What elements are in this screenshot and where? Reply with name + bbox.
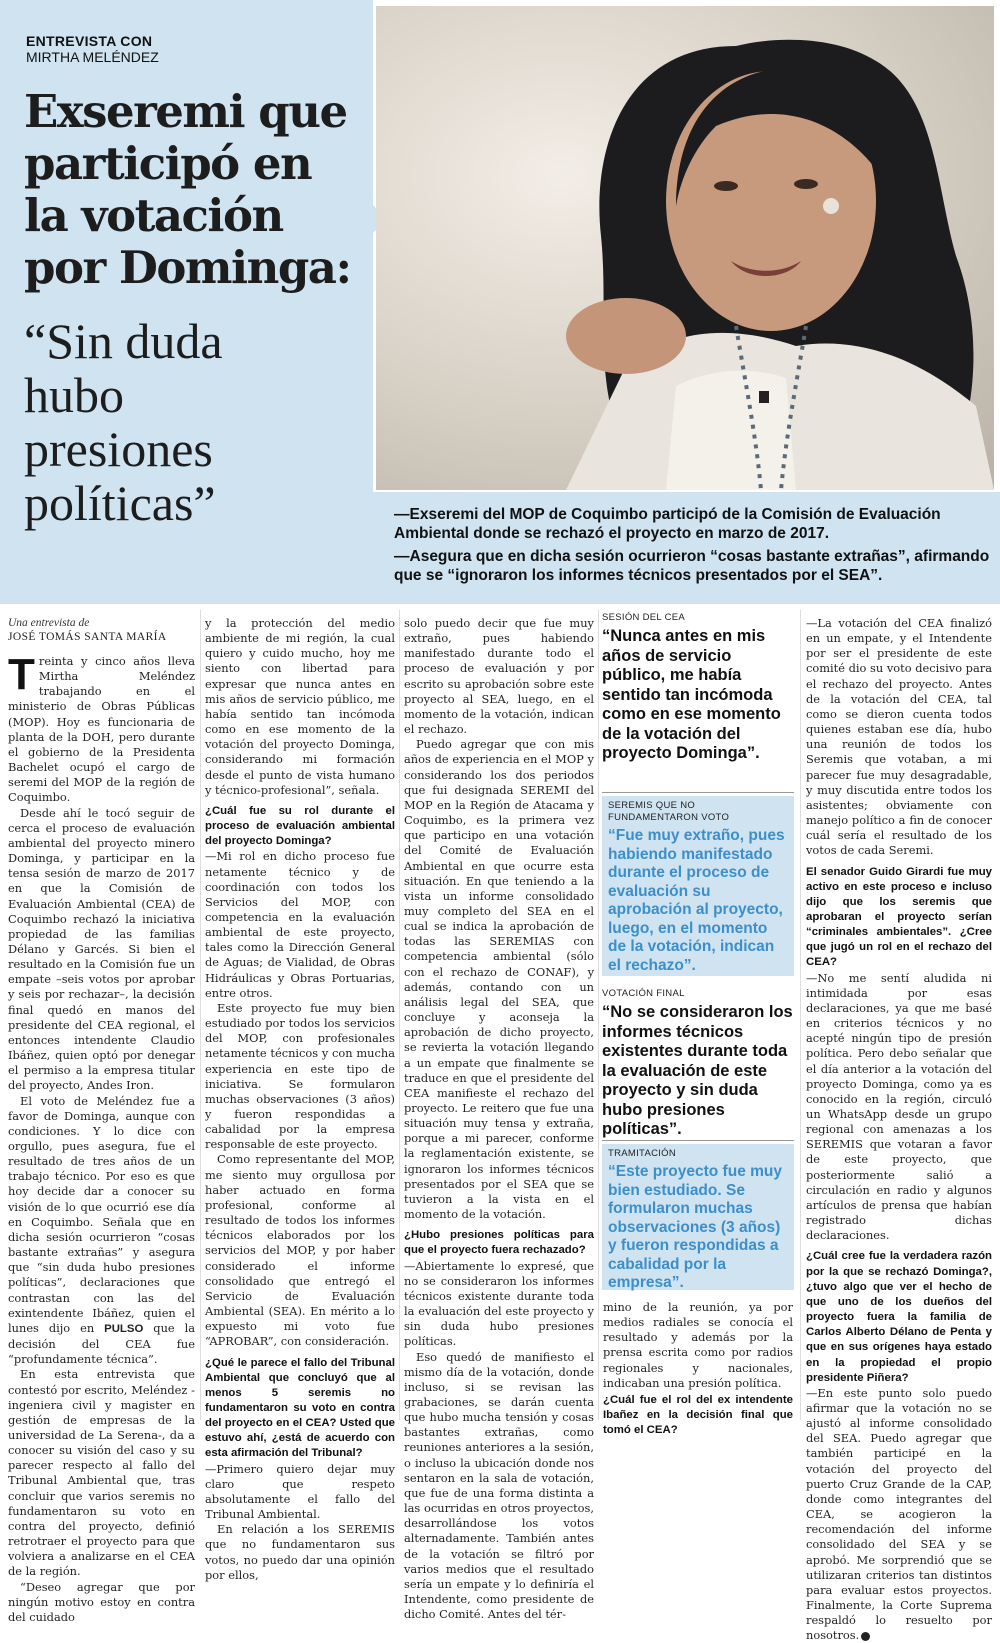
paragraph-text: reinta y cinco años lleva Mirtha Meléndez trabajando en el ministerio de Obras Públicas (MOP). Hoy es funcionaria de planta de la DOH, pero durante el gobierno de la Presidenta Bachelet ocupó el cargo de seremi del MOP de la región de Coquimbo. [8,654,195,805]
column-divider [399,610,400,1420]
pull-quote-text: “Este proyecto fue muy bien estudiado. Se formularon muchas observaciones (3 años) y fueron respondidas a cabalidad por la empresa”. [608,1163,782,1291]
interview-answer [806,1386,992,1643]
article-column-2 [205,616,395,1583]
pull-quote-label: SEREMIS QUE NO FUNDAMENTARON VOTO [608,800,730,823]
pull-quote-text: “No se consideraron los informes técnicos existentes durante toda la evaluación de este proyecto y sin duda hubo presiones políticas”. [602,1003,793,1138]
headline-line: la votación [24,189,283,242]
byline-author: JOSÉ TOMÁS SANTA MARÍA [8,631,167,643]
interview-question: ¿Cuál fue el rol del ex intendente Ibañez en la decisión final que tomó el CEA? [603,1393,793,1437]
deck-bullets [394,505,994,589]
paragraph [8,1094,195,1368]
interview-answer: —Abiertamente lo expresé, que no se consideraron los informes técnicos existente durante toda la evaluación del este proyecto y sin duda hubo presiones políticas. [404,1258,594,1349]
interview-question: ¿Qué le parece el fallo del Tribunal Ambiental que concluyó que al menos 5 seremis no fundamentaron su voto en contra del proyecto en el CEA? Usted que estuvo ahí, ¿está de acuerdo con esta afirmación del Tribunal? [205,1356,395,1460]
headline-quote-line: políticas” [24,475,216,531]
interview-answer: —No me sentí aludida ni intimidada por esas declaraciones, ya que me basé en criterios técnicos y no acepté ningún tipo de presión política. Pero debo señalar que el día anterior a la votación del proyecto Dominga, como ya es conocido en la región, circuló un WhatsApp desde un grupo regional con amenazas a los SEREMIS que votaran a favor de este proyecto, que posteriormente salió a circulación en radio y algunos artículos de prensa que habían registrado dichas declaraciones. [806,970,992,1243]
pull-quote [602,612,794,764]
pull-quote-label: VOTACIÓN FINAL [602,988,685,999]
paragraph: Desde ahí le tocó seguir de cerca el proceso de evaluación ambiental del proyecto minero Dominga, y participar en la tensa sesión de marzo de 2017 en que la Comisión de Evaluación Ambiental (CEA) de Coquimbo rechazó la iniciativa propiedad de las familias Délano y Garcés. Si bien el resultado en la Comisión fue un empate –seis votos por aprobar y seis por rechazar–, la decisión final quedó en manos del presidente del CEA regional, el entonces intendente Claudio Ibáñez, quien optó por denegar el permiso a la empresa titular del proyecto, Andes Iron. [8,805,195,1093]
column-divider [598,610,599,1420]
interview-answer: —Mi rol en dicho proceso fue netamente técnico y de coordinación con todos los Servicios del MOP, con competencia en la evaluación ambiental de este proyecto, tales como la Dirección General de Aguas; de Vialidad, de Obras Hidráulicas y Obras Portuarias, entre otros. [205,849,395,1000]
pull-quote [602,988,794,1140]
kicker-line-1: ENTREVISTA CON [26,33,153,49]
paragraph-text: —En este punto solo puedo afirmar que la votación no se ajustó al informe consolidado del SEA. Puedo agregar que también participé en la votación del proyecto del puerto Cruz Grande de la CAP, donde como integrantes del CEA, se acogieron la recomendación del informe consolidado del SEA y se aprobó. Me sorprendió que se utilizaran criterios tan distintos para evaluar estos proyectos. Finalmente, la Corte Suprema respaldó lo resuelto por nosotros. [806,1385,992,1643]
paragraph: mino de la reunión, ya por medios radiales se conocía el resultado y además por la prensa escrita como por radios regionales y nacionales, indicaban una presión política. [603,1300,793,1390]
interview-question: ¿Cuál cree fue la verdadera razón por la que se rechazó Dominga?, ¿tuvo algo que ver el hecho de que uno de los dueños del proyecto fuera la familia de Carlos Alberto Délano de Penta y que en sus orígenes haya estado en la propiedad el propio presidente Piñera? [806,1250,992,1384]
paragraph: y la protección del medio ambiente de mi región, la cual quiero y cuido mucho, hoy me siento con libertad para expresar que nunca antes en mis años de servicio público, me había sentido tan incómoda como en ese momento de la votación del proyecto Dominga, considerando mi formación desde el punto de vista humano y técnico-profesional”, señala. [205,616,395,797]
paragraph-text: que la decisión del CEA fue “profundamente técnica”. [8,1320,196,1367]
kicker [26,33,159,65]
article-column-5 [806,616,992,1643]
column-divider [800,610,801,1420]
newspaper-name: PULSO [104,1322,144,1335]
paragraph: “Deseo agregar que por ningún motivo estoy en contra del cuidado [8,1579,195,1624]
paragraph: Como representante del MOP, me siento muy orgullosa por haber actuado en forma profesional, conforme al resultado de todos los informes técnicos elaborados por los servicios del MOP, y por haber considerado el informe consolidado que entregó el Servicio de Evaluación Ambiental (SEA). En mérito a lo expuesto mi voto fue “APROBAR”, con consideración. [205,1152,395,1349]
portrait-illustration [376,6,994,490]
drop-cap: T [8,650,35,699]
article-column-3 [404,616,594,1622]
interview-question: ¿Hubo presiones políticas para que el proyecto fuera rechazado? [404,1229,594,1257]
headline-quote [24,314,374,530]
pull-quote-label: TRAMITACIÓN [608,1148,677,1159]
headline-quote-line: “Sin duda [24,313,223,369]
paragraph: Puedo agregar que con mis años de experiencia en el MOP y considerando los dos periodos que fui designada SEREMI del MOP en la Región de Atacama y Coquimbo, es la primera vez que participo en una votación del Comité de Evaluación Ambiental en que ocurre esta situación. En que teniendo a la vista un informe consolidado muy completo del SEA en el cual se indica la aprobación de todas las SEREMIAS con competencia ambiental (sólo con el rechazo de CONAF), y además, contando con un análisis legal del SEA, que concluye y aconseja la aprobación de dicho proyecto, se revierta la votación llegando a un empate que finalmente se traduce en que el presidente del CEA manifieste el rechazo del proyecto. Le reitero que fue una situación muy tensa y extraña, porque a mi parecer, conforme la reglamentación existente, se ignoraron los informes técnicos presentados por el SEA que se tuvieron a la vista en el momento de la votación. [404,737,594,1222]
divider [602,792,794,793]
end-mark-icon [861,1632,870,1641]
paragraph: solo puedo decir que fue muy extraño, pues habiendo manifestado durante todo el proceso de evaluación y por escrito su aprobación sobre este proyecto al SEA, luego, en el momento de la votación, indican el rechazo. [404,616,594,737]
interview-answer: —La votación del CEA finalizó en un empate, y el Intendente por ser el presidente de este comité dio su voto decisivo para el rechazo del proyecto. Antes de la votación del CEA, tal como se dieron cuenta todos quienes estaban ese día, hubo una reunión de todos los Seremis que votaban, a mi parecer fue muy desagradable, y muy discutida entre todos los asistentes; obviamente con manejo político a fin de conocer cuál sería el resultado de los votos de cada Seremi. [806,616,992,858]
interviewee-photo [376,6,994,490]
article-column-4 [603,1300,793,1438]
pull-quote-text: “Nunca antes en mis años de servicio público, me había sentido tan incómoda como en ese momento de la votación del proyecto Dominga”. [602,627,781,762]
pull-quote-text: “Fue muy extraño, pues habiendo manifestado durante el proceso de evaluación su aprobación al proyecto, luego, en el momento de la votación, indican el rechazo”. [608,827,785,974]
paragraph-text: El voto de Meléndez fue a favor de Dominga, aunque con condiciones. Y lo dice con orgullo, pues asegura, fue el resultado de tres años de un trabajo técnico. Por eso es que hoy decide dar a conocer su visión de lo que ocurrió ese día en Coquimbo. Señala que en dicha sesión ocurrieron “cosas bastante extrañas” y asegura que “sin duda hubo presiones políticas”, declaraciones que contrastan con las del exintendente Ibáñez, quien el lunes dijo en [8,1093,195,1335]
byline-intro: Una entrevista de [8,617,90,629]
headline-quote-line: hubo [24,367,124,423]
interview-question: El senador Guido Girardi fue muy activo en este proceso e incluso dijo que los seremis que aprobaran el proyecto serían “criminales ambientales”. ¿Cree que jugó un rol en el rechazo del CEA? [806,865,992,969]
pull-quote [602,1144,794,1290]
interview-answer: —Primero quiero dejar muy claro que respeto absolutamente el fallo del Tribunal Ambiental. [205,1461,395,1522]
headline-line: participó en [24,137,312,190]
kicker-line-2: MIRTHA MELÉNDEZ [26,49,159,65]
headline-line: Exseremi que [24,85,347,138]
deck-bullet: —Asegura que en dicha sesión ocurrieron “cosas bastante extrañas”, afirmando que se “ignoraron los informes técnicos presentados por el SEA”. [394,548,990,584]
interview-question: ¿Cuál fue su rol durante el proceso de evaluación ambiental del proyecto Dominga? [205,804,395,848]
deck-bullet: —Exseremi del MOP de Coquimbo participó de la Comisión de Evaluación Ambiental donde se rechazó el proyecto en marzo de 2017. [394,506,941,542]
paragraph: En esta entrevista que contestó por escrito, Meléndez -ingeniera civil y magister en gestión de empresas de la universidad de La Serena-, da a conocer su visión del caso y su parecer respecto al fallo del Tribunal Ambiental que, tras concluir que varios seremis no fundamentaron su voto en contra del proyecto, definió retrotraer el proyecto para que volviera a analizarse en el CEA de la región. [8,1367,195,1579]
paragraph: Eso quedó de manifiesto el mismo día de la votación, donde incluso, si se revisan las grabaciones, se darán cuenta que hubo mucha tensión y cosas bastantes extrañas, como reuniones anteriores a la sesión, o incluso la ubicación donde nos sentaron en la sala de votación, que fue de una forma distinta a las ocurridas en otros proyectos, desarrollándose los votos alternadamente. También antes de la votación se filtró por varios medios que el resultado sería un empate y lo definiría el Intendente, como presidente de dicho Comité. Antes del tér- [404,1349,594,1622]
headline-line: por Dominga: [24,241,351,294]
headline [24,86,374,294]
pull-quote-label: SESIÓN DEL CEA [602,612,686,623]
paragraph: En relación a los SEREMIS que no fundamentaron sus votos, no puedo dar una opinión por ellos, [205,1522,395,1582]
column-divider [200,610,201,1420]
paragraph: Este proyecto fue muy bien estudiado por todos los servicios del MOP, con profesionales netamente técnicos y con mucha experiencia en este tipo de iniciativa. Se formularon muchas observaciones (3 años) y fueron respondidas a cabalidad por la empresa responsable de este proyecto. [205,1000,395,1152]
paragraph [8,650,195,806]
article-column-1 [8,616,195,1625]
headline-quote-line: presiones [24,421,213,477]
divider [602,1140,794,1141]
pull-quote [602,796,794,976]
